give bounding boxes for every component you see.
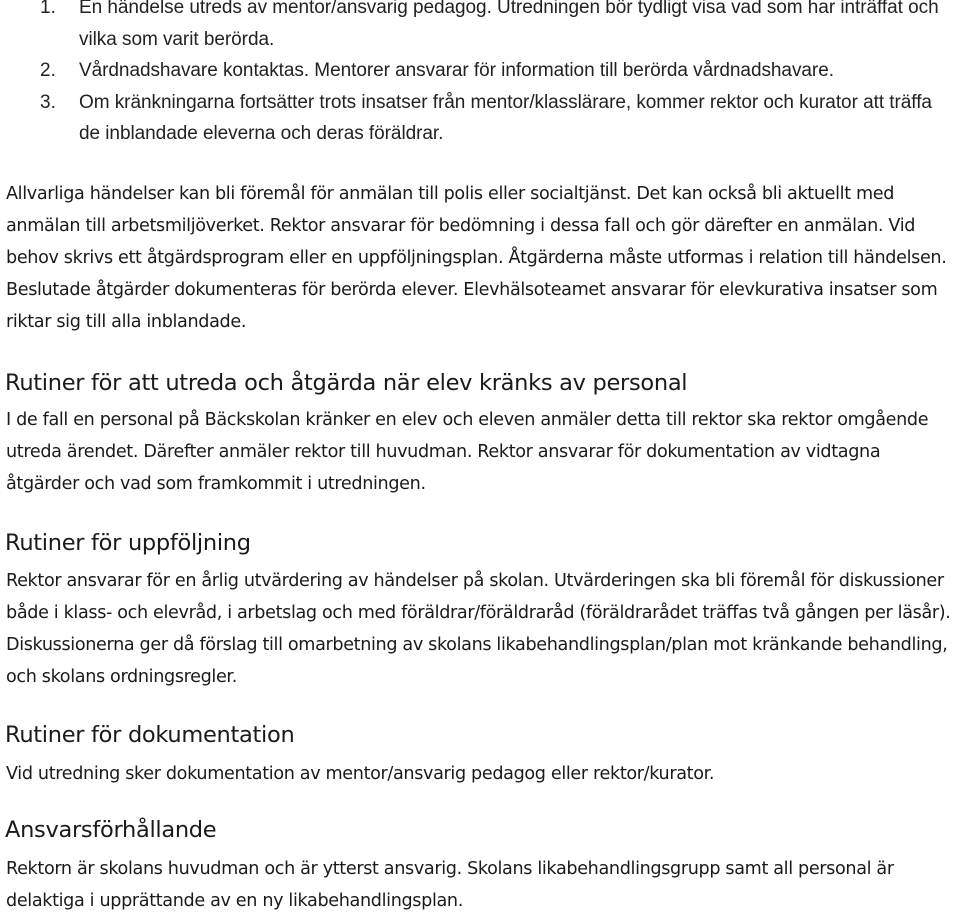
list-item-text: Vårdnadshavare kontaktas. Mentorer ansvarar för information till berörda vårdnadshavare. [79, 60, 834, 81]
followup-routines-paragraph: Rektor ansvarar för en årlig utvärdering av händelser på skolan. Utvärderingen ska bli föremål för diskussioner både i klass- och elevråd, i arbetslag och med föräldrar/föräldraråd (föräldrarådet träffas två gången per läsår). Diskussionerna ger då förslag till omarbetning av skolans likabehandlingsplan/plan mot kränkande behandling, och skolans ordningsregler. [6, 571, 951, 687]
staff-routines-heading: Rutiner för att utreda och åtgärda när elev kränks av personal [5, 370, 688, 396]
serious-events-paragraph: Allvarliga händelser kan bli föremål för anmälan till polis eller socialtjänst. Det kan också bli aktuellt med anmälan till arbetsmiljöverket. Rektor ansvarar för bedömning i dessa fall och gör därefter en anmälan. Vid behov skrivs ett åtgärdsprogram eller en uppföljningsplan. Åtgärderna måste utformas i relation till händelsen. Beslutade åtgärder dokumenteras för berörda elever. Elevhälsoteamet ansvarar för elevkurativa insatser som riktar sig till alla inblandade. [6, 184, 947, 332]
list-item-text: En händelse utreds av mentor/ansvarig pedagog. Utredningen bör tydligt visa vad som har inträffat och vilka som varit berörda. [79, 0, 939, 50]
list-item [0, 87, 960, 150]
list-item-number: 2. [40, 60, 56, 81]
staff-routines-paragraph: I de fall en personal på Bäckskolan kränker en elev och eleven anmäler detta till rektor ska rektor omgående utreda ärendet. Därefter anmäler rektor till huvudman. Rektor ansvarar för dokumentation av vidtagna åtgärder och vad som framkommit i utredningen. [6, 410, 929, 494]
list-item-number: 1. [40, 0, 56, 18]
responsibility-heading: Ansvarsförhållande [5, 817, 217, 843]
list-item-text: Om kränkningarna fortsätter trots insatser från mentor/klasslärare, kommer rektor och kurator att träffa de inblandade eleverna och deras föräldrar. [79, 91, 932, 144]
list-item-number: 3. [40, 91, 56, 113]
numbered-list [0, 0, 960, 150]
list-item [0, 0, 960, 55]
followup-routines-heading: Rutiner för uppföljning [5, 530, 251, 556]
list-item [0, 55, 960, 87]
documentation-routines-heading: Rutiner för dokumentation [5, 722, 295, 748]
documentation-routines-paragraph: Vid utredning sker dokumentation av mentor/ansvarig pedagog eller rektor/kurator. [6, 764, 715, 784]
responsibility-paragraph: Rektorn är skolans huvudman och är ytterst ansvarig. Skolans likabehandlingsgrupp samt all personal är delaktiga i upprättande av en ny likabehandlingsplan. [6, 859, 894, 911]
